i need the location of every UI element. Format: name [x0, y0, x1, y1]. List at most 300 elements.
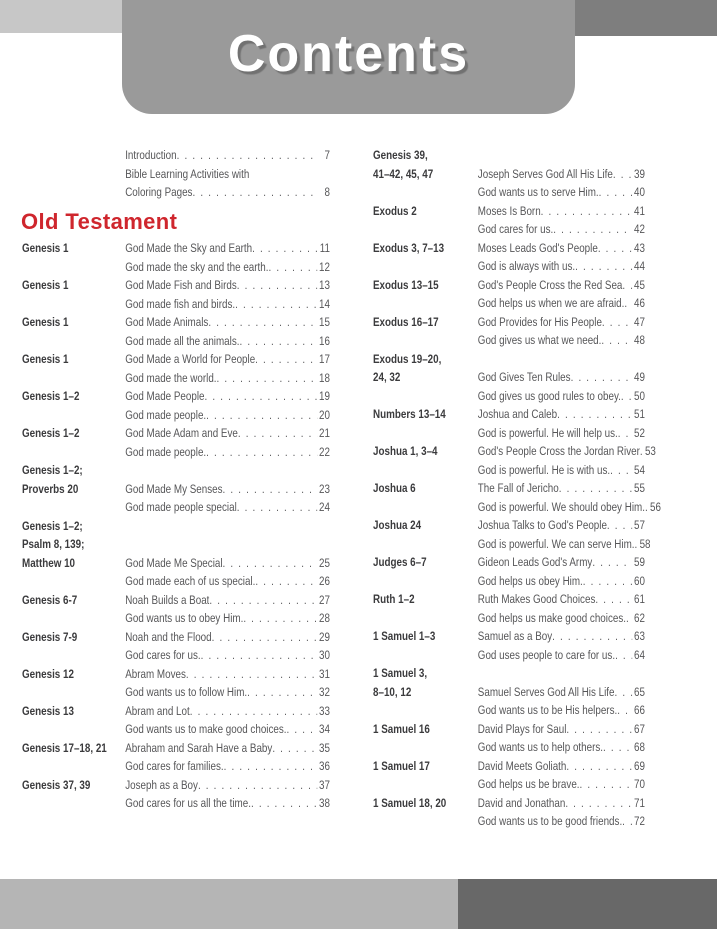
entry-title: God Made Me Special — [125, 555, 223, 570]
entry-title: God made people. — [125, 407, 207, 422]
page-number: 57 — [634, 518, 645, 532]
dot-leader — [559, 479, 632, 498]
page-number: 63 — [634, 629, 645, 643]
entry-title: God cares for us all the time. — [125, 796, 251, 810]
toc-row — [373, 461, 645, 480]
dot-leader — [243, 609, 317, 628]
entry-title: God made all the animals. — [125, 333, 240, 348]
toc-row — [22, 757, 330, 776]
page-number: 29 — [319, 629, 330, 644]
page-number: 14 — [319, 296, 330, 311]
toc-row — [373, 553, 645, 572]
toc-row — [22, 146, 330, 165]
page-number: 66 — [634, 703, 645, 717]
dot-leader — [610, 461, 632, 480]
page-number: 31 — [319, 666, 330, 681]
page-number: 59 — [634, 555, 645, 569]
page-number: 47 — [634, 314, 645, 329]
dot-leader — [571, 368, 633, 387]
toc-row — [373, 442, 656, 461]
page-number: 62 — [634, 610, 645, 625]
page-number: 26 — [319, 574, 330, 588]
scripture-ref: Genesis 1–2 — [22, 426, 80, 440]
toc-row — [373, 165, 645, 184]
scripture-ref: Genesis 1–2; — [22, 518, 83, 533]
toc-row — [373, 664, 645, 683]
dot-leader — [553, 220, 632, 239]
toc-row — [22, 794, 330, 813]
entry-title: David and Jonathan — [477, 795, 566, 810]
page-number: 35 — [319, 740, 330, 755]
entry-title: God is powerful. He will help us. — [477, 425, 618, 440]
toc-row — [373, 368, 645, 387]
scripture-ref: Genesis 39, — [373, 148, 428, 162]
toc-row — [373, 720, 645, 739]
dot-leader — [613, 165, 632, 184]
page-number: 20 — [319, 407, 330, 422]
toc-row — [22, 739, 330, 758]
toc-row — [373, 646, 645, 665]
dot-leader — [603, 738, 632, 757]
toc-row — [22, 776, 330, 795]
page-number: 15 — [319, 315, 330, 329]
scripture-ref: Genesis 12 — [22, 666, 74, 681]
entry-title: God Made Fish and Birds — [125, 278, 237, 292]
dot-leader — [235, 295, 317, 314]
dot-leader — [217, 369, 318, 388]
page-number: 42 — [634, 222, 645, 236]
entry-title: Samuel Serves God All His Life — [477, 684, 615, 699]
entry-title: God wants us to be good friends. — [477, 814, 623, 828]
dot-leader — [201, 646, 318, 665]
page-number: 27 — [319, 592, 330, 607]
toc-row — [22, 443, 330, 462]
toc-row — [373, 683, 645, 702]
toc-row — [373, 183, 645, 202]
dot-leader — [615, 683, 633, 702]
page-title: Contents — [227, 25, 470, 83]
toc-row — [373, 276, 645, 295]
toc-row — [373, 479, 645, 498]
toc-row — [373, 701, 645, 720]
dot-leader — [177, 146, 318, 165]
toc-row — [373, 350, 645, 369]
dot-leader — [205, 387, 318, 406]
page-number: 65 — [634, 684, 645, 699]
scripture-ref: Genesis 6-7 — [22, 592, 78, 607]
page-number: 37 — [319, 777, 330, 792]
dot-leader — [239, 332, 317, 351]
dot-leader — [247, 683, 317, 702]
scripture-ref: Genesis 37, 39 — [22, 777, 91, 792]
section-heading-old-testament: Old Testament — [21, 209, 178, 234]
entry-title: Introduction — [125, 148, 177, 162]
toc-column-left — [22, 239, 330, 813]
toc-row — [22, 387, 330, 406]
entry-title: God made people. — [125, 444, 207, 459]
page-number: 61 — [634, 592, 645, 606]
toc-row — [22, 332, 330, 351]
contents-header-plate — [122, 0, 575, 114]
toc-row — [22, 295, 330, 314]
toc-row — [373, 239, 645, 258]
entry-title: God is powerful. We can serve Him. — [477, 536, 635, 551]
entry-title: God made the sky and the earth. — [125, 259, 269, 274]
scripture-ref: Ruth 1–2 — [373, 592, 415, 606]
entry-title: Joshua Talks to God's People — [477, 518, 607, 532]
dot-leader — [272, 739, 317, 758]
toc-row — [22, 572, 330, 591]
page-number: 12 — [319, 259, 330, 274]
dot-leader — [615, 646, 632, 665]
dot-leader — [566, 757, 632, 776]
entry-title: Noah Builds a Boat — [125, 592, 210, 607]
toc-row — [22, 683, 330, 702]
dot-leader — [583, 572, 632, 591]
entry-title: Gideon Leads God's Army — [477, 555, 593, 569]
entry-title: God helps us obey Him. — [477, 573, 583, 588]
scripture-ref: Genesis 7-9 — [22, 629, 78, 644]
scripture-ref: 1 Samuel 3, — [373, 666, 428, 680]
scripture-ref: 1 Samuel 1–3 — [373, 629, 436, 643]
page-number: 70 — [634, 777, 645, 791]
dot-leader — [224, 757, 318, 776]
dot-leader — [598, 239, 632, 258]
entry-title: God made the world. — [125, 370, 217, 385]
top-left-gray-band — [0, 0, 123, 33]
toc-row — [22, 369, 330, 388]
entry-title: Ruth Makes Good Choices — [477, 592, 596, 606]
page-number: 17 — [319, 352, 330, 366]
toc-row — [373, 424, 645, 443]
scripture-ref: Joshua 6 — [373, 481, 416, 495]
toc-row — [22, 591, 330, 610]
page-number: 11 — [319, 241, 330, 255]
entry-title: David Meets Goliath — [477, 758, 567, 773]
toc-row — [373, 757, 645, 776]
entry-title: God helps us when we are afraid. — [477, 296, 625, 310]
entry-title: God wants us to follow Him. — [125, 685, 248, 699]
page-number: 54 — [634, 462, 645, 477]
dot-leader — [223, 480, 318, 499]
scripture-ref: Exodus 3, 7–13 — [373, 240, 445, 255]
toc-row — [373, 220, 645, 239]
page-number: 41 — [634, 203, 645, 218]
page-number: 67 — [634, 721, 645, 736]
scripture-ref: Genesis 1 — [22, 352, 69, 366]
scripture-ref: 24, 32 — [373, 370, 401, 384]
toc-row — [373, 313, 645, 332]
toc-row — [373, 794, 645, 813]
entry-title: Abraham and Sarah Have a Baby — [125, 740, 273, 755]
entry-title: Joseph as a Boy — [125, 777, 198, 792]
dot-leader — [287, 720, 318, 739]
entry-title: The Fall of Jericho — [477, 481, 559, 495]
entry-title: God is powerful. We should obey Him. — [477, 499, 645, 514]
page-number: 50 — [634, 388, 645, 403]
entry-title: God wants us to help others. — [477, 740, 604, 754]
toc-row — [373, 516, 645, 535]
page-number: 72 — [634, 814, 645, 828]
toc-row — [373, 294, 645, 313]
scripture-ref: Exodus 2 — [373, 203, 417, 218]
page-number: 28 — [319, 611, 330, 625]
scripture-ref: Genesis 1 — [22, 278, 69, 292]
entry-title: Abram and Lot — [125, 703, 190, 718]
page-number: 64 — [634, 647, 645, 662]
toc-row — [22, 406, 330, 425]
dot-leader — [190, 702, 317, 721]
dot-leader — [552, 627, 632, 646]
entry-title: God Made People — [125, 389, 205, 403]
toc-row — [22, 646, 330, 665]
dot-leader — [238, 424, 317, 443]
page-number: 51 — [634, 407, 645, 421]
page-number: 34 — [319, 722, 330, 736]
toc-row — [373, 627, 645, 646]
entry-title: God Provides for His People — [477, 314, 602, 329]
toc-row — [373, 609, 645, 628]
dot-leader — [621, 387, 632, 406]
toc-row — [22, 313, 330, 332]
dot-leader — [618, 424, 632, 443]
toc-row — [22, 665, 330, 684]
scripture-ref: 1 Samuel 18, 20 — [373, 795, 447, 810]
page-number: 16 — [319, 333, 330, 348]
toc-row — [373, 812, 645, 831]
toc-row — [22, 258, 330, 277]
dot-leader — [237, 276, 317, 295]
scripture-ref: Exodus 16–17 — [373, 314, 439, 329]
page-number: 55 — [634, 481, 645, 495]
entry-title: Noah and the Flood — [125, 629, 212, 644]
scripture-ref: 1 Samuel 17 — [373, 758, 430, 773]
dot-leader — [541, 202, 633, 221]
dot-leader — [622, 276, 632, 295]
dot-leader — [607, 516, 632, 535]
page-number: 46 — [634, 296, 645, 310]
entry-title: God is always with us. — [477, 259, 576, 273]
scripture-ref: Matthew 10 — [22, 555, 76, 570]
scripture-ref: Psalm 8, 139; — [22, 537, 85, 551]
scripture-ref: 41–42, 45, 47 — [373, 166, 434, 181]
dot-leader — [192, 183, 317, 202]
entry-title: God is powerful. He is with us. — [477, 462, 611, 477]
toc-row — [373, 146, 645, 165]
page-number: 45 — [634, 277, 645, 292]
page-number: 32 — [319, 685, 330, 699]
entry-title: Coloring Pages — [125, 185, 193, 199]
page-number: 8 — [324, 185, 330, 199]
entry-title: Abram Moves — [125, 666, 186, 681]
page-number: 39 — [634, 166, 645, 181]
scripture-ref: Genesis 17–18, 21 — [22, 740, 107, 755]
page-number: 21 — [319, 426, 330, 440]
scripture-ref: Numbers 13–14 — [373, 407, 446, 421]
dot-leader — [580, 775, 633, 794]
entry-title: God wants us to obey Him. — [125, 611, 244, 625]
dot-leader — [624, 294, 632, 313]
scripture-ref: Judges 6–7 — [373, 555, 427, 569]
toc-row — [22, 239, 330, 258]
dot-leader — [566, 720, 632, 739]
scripture-ref: Joshua 1, 3–4 — [373, 444, 438, 458]
page-number: 40 — [634, 185, 645, 199]
scripture-ref: Genesis 1–2 — [22, 389, 80, 403]
entry-title: God Made a World for People — [125, 352, 256, 366]
dot-leader — [186, 665, 317, 684]
page-number: 33 — [319, 703, 330, 718]
toc-row — [22, 498, 330, 517]
dot-leader — [575, 257, 632, 276]
page-number: 7 — [324, 148, 330, 162]
page-number: 48 — [634, 333, 645, 347]
toc-row — [22, 183, 330, 202]
entry-title: Bible Learning Activities with — [125, 166, 250, 181]
entry-title: God uses people to care for us. — [477, 647, 616, 662]
toc-row — [22, 424, 330, 443]
entry-title: God wants us to make good choices. — [125, 722, 287, 736]
scripture-ref: Exodus 19–20, — [373, 351, 442, 366]
scripture-ref: Exodus 13–15 — [373, 277, 439, 292]
page-number: 43 — [634, 240, 645, 255]
entry-title: God's People Cross the Jordan River — [477, 444, 640, 458]
toc-row — [22, 517, 330, 536]
toc-row — [373, 387, 645, 406]
entry-title: God cares for families. — [125, 759, 224, 773]
page-number: 68 — [634, 740, 645, 754]
entry-title: God gives us what we need. — [477, 333, 602, 347]
toc-row — [22, 535, 330, 554]
entry-title: Joshua and Caleb — [477, 407, 558, 421]
page-number: 56 — [649, 499, 661, 514]
entry-title: God Made the Sky and Earth — [125, 241, 253, 255]
dot-leader — [198, 776, 317, 795]
page-number: 60 — [634, 573, 645, 588]
dot-leader — [557, 405, 632, 424]
toc-row — [22, 720, 330, 739]
dot-leader — [208, 313, 317, 332]
entry-title: God wants us to serve Him. — [477, 185, 599, 199]
toc-row — [373, 775, 645, 794]
toc-row — [373, 738, 645, 757]
page-number: 23 — [319, 481, 330, 496]
entry-title: God helps us make good choices. — [477, 610, 626, 625]
scripture-ref: Genesis 1 — [22, 315, 69, 329]
entry-title: Joseph Serves God All His Life — [477, 166, 613, 181]
toc-row — [373, 535, 651, 554]
dot-leader — [223, 554, 318, 573]
page-number: 36 — [319, 759, 330, 773]
entry-title: Samuel as a Boy — [477, 629, 553, 643]
dot-leader — [599, 183, 633, 202]
dot-leader — [237, 498, 317, 517]
entry-title: God wants us to be His helpers. — [477, 703, 618, 717]
toc-row — [373, 498, 661, 517]
toc-row — [22, 165, 330, 184]
entry-title: God's People Cross the Red Sea — [477, 277, 623, 292]
entry-title: God made each of us special. — [125, 574, 256, 588]
dot-leader — [592, 553, 632, 572]
page-number: 71 — [634, 795, 645, 810]
scripture-ref: Genesis 1–2; — [22, 463, 83, 477]
scripture-ref: Joshua 24 — [373, 518, 422, 532]
entry-title: God gives us good rules to obey. — [477, 388, 621, 403]
page-number: 24 — [319, 500, 330, 514]
dot-leader — [595, 590, 632, 609]
entry-title: God Made Adam and Eve — [125, 426, 238, 440]
front-matter-list — [22, 146, 330, 202]
scripture-ref: Genesis 13 — [22, 703, 74, 718]
entry-title: God Made Animals — [125, 315, 209, 329]
bottom-right-gray-band — [458, 879, 717, 929]
entry-title: Moses Is Born — [477, 203, 541, 218]
scripture-ref: Proverbs 20 — [22, 481, 79, 496]
entry-title: God Gives Ten Rules — [477, 370, 571, 384]
page-number: 22 — [319, 444, 330, 459]
entry-title: Moses Leads God's People — [477, 240, 598, 255]
dot-leader — [601, 331, 632, 350]
scripture-ref: Genesis 1 — [22, 241, 69, 255]
page-number: 13 — [319, 278, 330, 292]
toc-row — [22, 702, 330, 721]
toc-row — [373, 202, 645, 221]
page-number: 49 — [634, 370, 645, 384]
page-number: 30 — [319, 648, 330, 662]
toc-row — [22, 554, 330, 573]
dot-leader — [617, 701, 632, 720]
top-right-gray-band — [575, 0, 717, 36]
toc-row — [373, 405, 645, 424]
page-number: 19 — [319, 389, 330, 403]
dot-leader — [268, 258, 317, 277]
toc-row — [373, 331, 645, 350]
page-number: 38 — [319, 796, 330, 810]
toc-row — [373, 590, 645, 609]
dot-leader — [206, 406, 317, 425]
toc-row — [22, 276, 330, 295]
toc-row — [373, 572, 645, 591]
page-number: 44 — [634, 259, 645, 273]
dot-leader — [255, 350, 317, 369]
entry-title: God made people special — [125, 500, 237, 514]
page-number: 25 — [319, 555, 330, 570]
dot-leader — [206, 443, 317, 462]
bottom-left-gray-band — [0, 879, 458, 929]
toc-row — [22, 609, 330, 628]
dot-leader — [622, 812, 632, 831]
page-number: 69 — [634, 758, 645, 773]
dot-leader — [565, 794, 632, 813]
scripture-ref: 1 Samuel 16 — [373, 721, 430, 736]
page-number: 52 — [634, 425, 645, 440]
entry-title: David Plays for Saul — [477, 721, 567, 736]
page-number: 58 — [639, 536, 651, 551]
entry-title: God helps us be brave. — [477, 777, 580, 791]
dot-leader — [251, 794, 317, 813]
entry-title: God cares for us. — [477, 222, 554, 236]
entry-title: God cares for us. — [125, 648, 201, 662]
dot-leader — [212, 628, 318, 647]
toc-row — [22, 350, 330, 369]
toc-row — [22, 480, 330, 499]
toc-column-right — [373, 146, 661, 831]
toc-row — [22, 461, 330, 480]
toc-row — [22, 628, 330, 647]
toc-row — [373, 257, 645, 276]
dot-leader — [255, 572, 317, 591]
dot-leader — [602, 313, 632, 332]
